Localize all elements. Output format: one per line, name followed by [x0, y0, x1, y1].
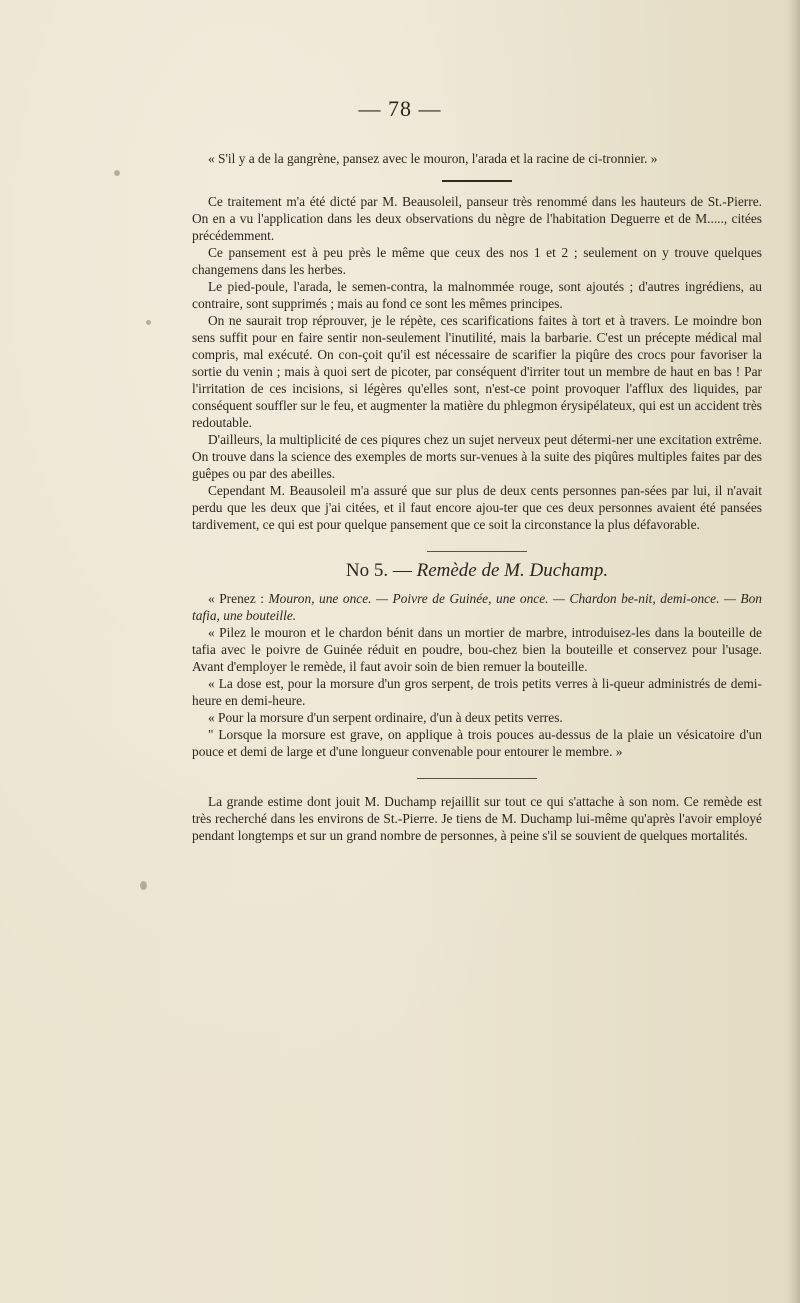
ink-spot: [114, 170, 120, 176]
paragraph: « S'il y a de la gangrène, pansez avec le mouron, l'arada et la racine de ci-tronnier. »: [208, 151, 658, 166]
paragraph: On ne saurait trop réprouver, je le répète, ces scarifications faites à tort et à travers. Le moindre bon sens suffit pour en faire sentir non-seulement l'inutilité, mais la barbarie. C'est un précepte médical mal compris, mal exécuté. On con-çoit qu'il est nécessaire de scarifier la piqûre des crocs pour favoriser la sortie du venin ; mais à quoi sert de picoter, par conséquent d'irriter tout un membre de haut en bas ! Par l'irritation de ces incisions, si légères qu'elles sont, n'est-ce point provoquer l'afflux des liquides, par conséquent souffler sur le feu, et augmenter la matière du phlegmon érysipélateux, qui est un accident très redoutable.: [192, 313, 762, 430]
section-heading: [192, 560, 762, 582]
recipe-ingredients-list: Mouron, une once. — Poivre de Guinée, une once. — Chardon be-nit, demi-once. — Bon tafia, une bouteille.: [192, 591, 762, 623]
paragraph: Le pied-poule, l'arada, le semen-contra, la malnommée rouge, sont ajoutés ; d'autres ingrédiens, au contraire, sont supprimés ; mais au fond ce sont les mêmes principes.: [192, 279, 762, 311]
page-number: — 78 —: [358, 96, 442, 121]
paragraph: Cependant M. Beausoleil m'a assuré que sur plus de deux cents personnes pan-sées par lui, il n'avait perdu que les deux que j'ai citées, et il faut encore ajou-ter que ces deux personnes avaient été pansées tardivement, ce qui est pour quelque pansement que ce soit la circonstance la plus défavorable.: [192, 483, 762, 532]
page-body: [192, 150, 762, 844]
section-title: Remède de M. Duchamp.: [416, 560, 609, 581]
recipe-ingredients: [192, 590, 762, 624]
paragraph: « Pour la morsure d'un serpent ordinaire, d'un à deux petits verres.: [208, 710, 563, 725]
divider: [417, 778, 537, 779]
divider: [427, 551, 527, 552]
ink-spot: [146, 320, 151, 325]
paragraph: Ce pansement est à peu près le même que ceux des nos 1 et 2 ; seulement on y trouve quelques changemens dans les herbes.: [192, 245, 762, 277]
recipe-intro: « Prenez :: [208, 591, 264, 606]
paragraph: Ce traitement m'a été dicté par M. Beausoleil, panseur très renommé dans les hauteurs de St.-Pierre. On en a vu l'application dans les deux observations du nègre de l'habitation Deguerre et de M....., citées précédemment.: [192, 194, 762, 243]
paragraph: D'ailleurs, la multiplicité de ces piqures chez un sujet nerveux peut détermi-ner une excitation extrême. On trouve dans la science des exemples de morts sur-venues à la suite des piqûres multiples faites par des guêpes ou par des abeilles.: [192, 432, 762, 481]
paragraph: " Lorsque la morsure est grave, on applique à trois pouces au-dessus de la plaie un vésicatoire d'un pouce et demi de large et d'une longueur convenable pour entourer le membre. »: [192, 727, 762, 759]
page-edge-shadow: [786, 0, 800, 1303]
paragraph: « Pilez le mouron et le chardon bénit dans un mortier de marbre, introduisez-les dans la bouteille de tafia avec le poivre de Guinée réduit en poudre, bou-chez bien la bouteille et conservez pour l'usage. Avant d'employer le remède, il faut avoir soin de bien remuer la bouteille.: [192, 625, 762, 674]
paragraph: La grande estime dont jouit M. Duchamp rejaillit sur tout ce qui s'attache à son nom. Ce remède est très recherché dans les environs de St.-Pierre. Je tiens de M. Duchamp lui-même qu'après l'avoir employé pendant longtemps et sur un grand nombre de personnes, à peine s'il se souvient de quelques mortalités.: [192, 794, 762, 843]
section-number: No 5. —: [345, 560, 412, 581]
divider: [442, 180, 512, 182]
paragraph: « La dose est, pour la morsure d'un gros serpent, de trois petits verres à li-queur administrés de demi-heure en demi-heure.: [192, 676, 762, 708]
ink-spot: [140, 881, 147, 890]
